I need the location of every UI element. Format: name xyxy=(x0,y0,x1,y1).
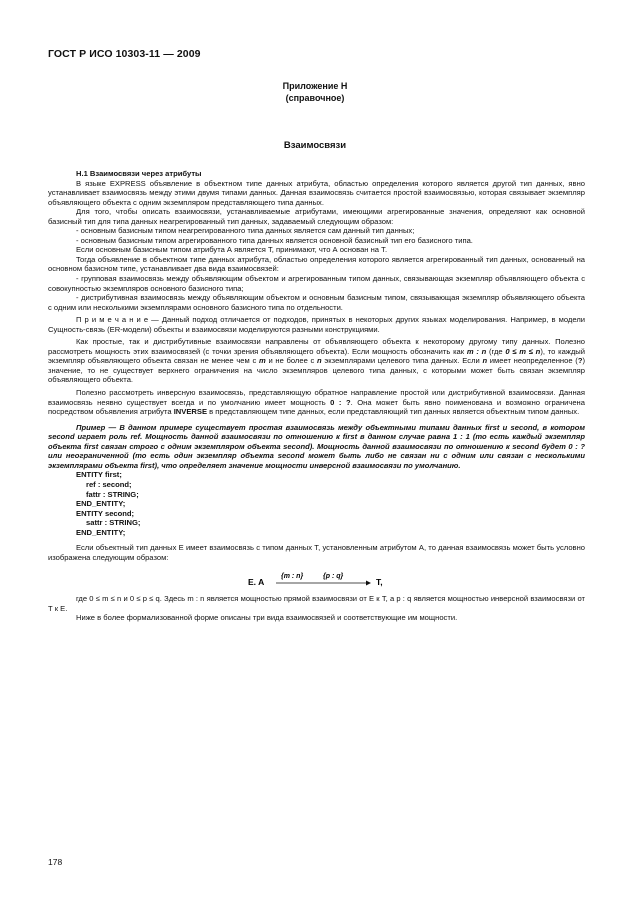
document-body xyxy=(48,169,585,623)
keyword-run: INVERSE xyxy=(173,407,208,417)
math-run: m : n xyxy=(466,346,487,356)
paragraph-7: - групповая взаимосвязь между объявляющим объектом и агрегированным типом данных, связывающая экземпляр объявляющего объекта с совокупностью экземпляров основного базисного типа; xyxy=(48,274,585,293)
code-line: ENTITY first; xyxy=(76,470,122,480)
relationship-formula xyxy=(48,570,585,588)
paragraph-2: Для того, чтобы описать взаимосвязи, устанавливаемые атрибутами, имеющими агрегированные значения, определяют как основной базисный тип для типа данных неагрегированный тип данных, задаваемый следующим образом: xyxy=(48,207,585,226)
code-block xyxy=(48,470,585,537)
math-run: ? xyxy=(577,356,583,366)
text-run: имеет неопределенное ( xyxy=(487,356,578,366)
math-run: 0 : ? xyxy=(330,397,351,407)
code-line: END_ENTITY; xyxy=(76,499,126,509)
paragraph-5: Если основным базисным типом атрибута А является Т, принимают, что А основан на Т. xyxy=(76,245,388,255)
paragraph-3: - основным базисным типом неагрегированного типа данных является сам данный тип данных; xyxy=(76,226,415,236)
formula-graphic xyxy=(248,570,428,590)
text-run: и не более с xyxy=(265,356,318,366)
page-title: Взаимосвязи xyxy=(283,140,347,151)
annex-title: Приложение Н xyxy=(282,81,348,91)
paragraph-4: - основным базисным типом агрегированного типа данных является основной базисный тип его базисного типа. xyxy=(76,235,473,245)
document-header: ГОСТ Р ИСО 10303-11 — 2009 xyxy=(48,48,201,60)
paragraph-multiplicity xyxy=(48,337,585,385)
code-line: END_ENTITY; xyxy=(76,527,126,537)
text-run: ), то каждый экземпляр объявляющего объекта связан не менее чем с xyxy=(48,346,585,366)
text-run: Полезно рассмотреть инверсную взаимосвязь, представляющую обратное направление простой или дистрибутивной взаимосвязи. Данная взаимосвязь неявно существует всегда и по умолчанию имеет мощность xyxy=(48,388,585,407)
text-run: экземплярами целевого типа данных. Если xyxy=(321,356,483,366)
formula-right: T, xyxy=(376,577,383,588)
text-run: (где xyxy=(486,346,506,356)
annex-subtitle: (справочное) xyxy=(285,93,345,103)
math-run: m xyxy=(258,356,266,366)
formula-top-a: {m : n} xyxy=(281,573,304,581)
paragraph-6: Тогда объявление в объектном типе данных атрибута, областью определения которого является агрегированный тип данных, основанный на основном базисном типе, устанавливает два вида взаимосвязей: xyxy=(48,254,585,274)
formula-left: E. A xyxy=(248,577,265,588)
paragraph-last: Ниже в более формализованной форме описаны три вида взаимосвязей и соответствующие им мощности. xyxy=(76,613,458,623)
paragraph-8: - дистрибутивная взаимосвязь между объявляющим объектом и основным базисным типом, связывающая экземпляр объявляющего объекта с одним или несколькими экземплярами основного базисного типа по отдельности. xyxy=(48,293,585,312)
example-paragraph: Пример — В данном примере существует простая взаимосвязь между объектными типами данных first и second, в котором second играет роль ref. Мощность данной взаимосвязи по отношению к first в данном случае равна 1 : 1 (то есть каждый экземпляр объекта first связан строго с одним экземпляром объекта second). Мощность данной взаимосвязи по отношению к second будет 0 : ? или неограниченной (то есть один экземпляр объекта second может быть либо не связан ни с одним или связан с несколькими экземплярами объекта first), что определяет значение мощности инверсной взаимосвязи по умолчанию. xyxy=(48,422,585,470)
text-run: ) значение, то не существует верхнего ограничения на число экземпляров целевого типа данных, с которыми может быть связан экземпляр объявляющего объекта. xyxy=(48,356,585,385)
formula-arrow-head xyxy=(366,581,371,586)
text-run: Как простые, так и дистрибутивные взаимосвязи направлены от объявляющего объекта к некоторому другому типу данных. Полезно рассмотреть мощность этих взаимосвязей (с точки зрения объявляющего объекта). Если мощность обозначить как xyxy=(48,337,585,356)
annex-heading xyxy=(0,80,630,104)
text-run: в представляющем типе данных, если представляющий тип данных является объектным типом данных. xyxy=(207,407,580,417)
code-line: sattr : STRING; xyxy=(86,518,141,528)
paragraph-where: где 0 ≤ m ≤ n и 0 ≤ p ≤ q. Здесь m : n является мощностью прямой взаимосвязи от Е к Т, а p : q является мощностью инверсной взаимосвязи от Т к Е. xyxy=(48,594,585,613)
paragraph-inverse xyxy=(48,388,585,417)
section-heading: Н.1 Взаимосвязи через атрибуты xyxy=(76,169,202,178)
code-line: fattr : STRING; xyxy=(86,489,139,499)
math-run: n xyxy=(317,356,322,366)
math-run: 0 ≤ m ≤ n xyxy=(505,346,541,356)
paragraph-types: Если объектный тип данных Е имеет взаимосвязь с типом данных Т, установленным атрибутом А, то данная взаимосвязь может быть условно изображена следующим образом: xyxy=(48,543,585,562)
note-paragraph: П р и м е ч а н и е — Данный подход отличается от подходов, принятых в некоторых других языках моделирования. Например, в модели Сущность-связь (ER-модели) объекты и взаимосвязи моделируются разными конструкциями. xyxy=(48,315,585,334)
formula-top-b: {p : q} xyxy=(323,573,344,581)
paragraph-1: В языке EXPRESS объявление в объектном типе данных атрибута, областью определения которого является другой тип данных, явно устанавливает взаимосвязь между этими двумя типами данных. Данная взаимосвязь считается простой взаимосвязью, которая связывает экземпляр объявляющего объекта с одним экземпляром представляющего типа данных. xyxy=(48,178,585,207)
math-run: n xyxy=(482,356,488,366)
code-line: ref : second; xyxy=(86,479,132,489)
page-number: 178 xyxy=(48,857,63,867)
code-line: ENTITY second; xyxy=(76,508,135,518)
text-run: . Она может быть явно поименована и возможно ограничена посредством объявления атрибута xyxy=(48,397,585,417)
